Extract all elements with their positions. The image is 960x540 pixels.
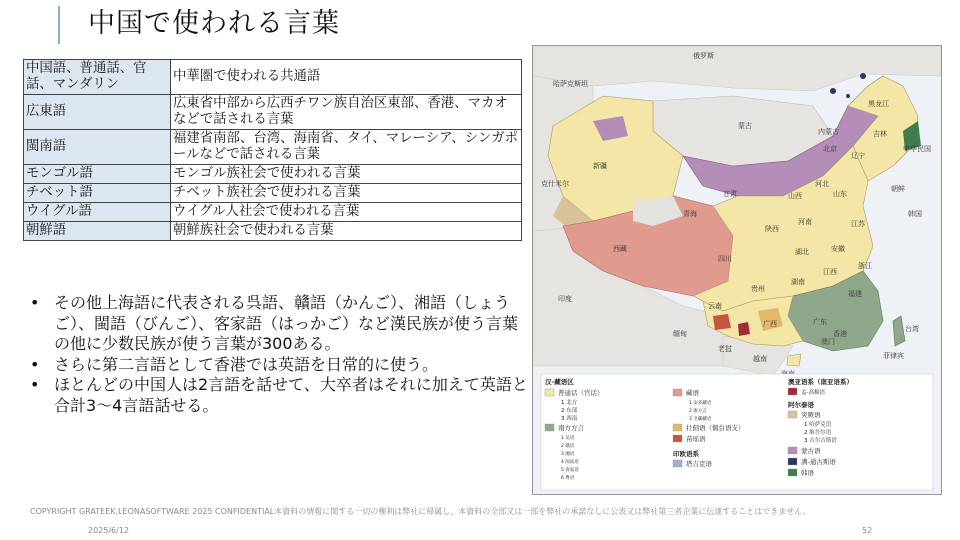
table-row	[24, 60, 522, 95]
legend-turkic-sub: 3 吉尔吉斯语	[804, 438, 837, 444]
region-hainan	[787, 354, 801, 366]
legend-turkic-sub: 1 哈萨克语	[804, 422, 832, 428]
label-guangdong: 广东	[813, 318, 827, 326]
table-cell-description: 広東省中部から広西チワン族自治区東部、香港、マカオなどで話される言葉	[171, 95, 522, 130]
legend-swatch-mon-khmer	[788, 388, 797, 395]
legend-mon-khmer: 孟-高棉语	[801, 390, 825, 396]
bullet-text: その他上海語に代表される呉語、贛語（かんご）、湘語（しょうご）、閩語（びんご）、客家語（はっかご）など漢民族が使う言葉の他に少数民族が使う言葉が300ある。	[54, 293, 519, 353]
label-hongkong: 香港	[833, 330, 847, 338]
label-guangxi: 广西	[763, 320, 777, 328]
label-anhui: 安徽	[831, 245, 845, 253]
legend-southern-sub: 5 客家话	[561, 468, 579, 473]
map-svg	[533, 46, 941, 494]
region-manchu-dot	[830, 88, 836, 94]
page-number: 52	[862, 526, 873, 535]
legend-swatch-southern	[545, 424, 554, 431]
label-shandong: 山东	[833, 190, 847, 198]
legend-southern-sub: 6 粤语	[561, 476, 575, 481]
label-laos: 老挝	[718, 345, 732, 353]
legend-tibetan-sub: 3 卫藏藏语	[689, 417, 712, 422]
label-hebei: 河北	[815, 180, 829, 188]
label-guizhou: 贵州	[751, 285, 765, 293]
legend-mandarin: 普通话（官话）	[558, 389, 604, 397]
table-cell-language: ウイグル語	[24, 203, 171, 222]
label-philippines: 菲律宾	[883, 352, 904, 360]
label-north-korea: 朝鲜	[891, 185, 905, 193]
table-row	[24, 165, 522, 184]
label-jilin: 吉林	[873, 130, 887, 138]
label-henan: 河南	[798, 218, 812, 226]
legend-tibetan-sub: 2 康方言	[689, 409, 707, 414]
footer-date: 2025/6/12	[88, 526, 130, 535]
legend-southern-sub: 1 吴语	[561, 436, 575, 441]
label-sichuan: 四川	[718, 255, 732, 263]
label-tibet: 西藏	[613, 245, 627, 253]
label-inner-mongolia: 内蒙古	[818, 128, 839, 136]
language-table	[23, 59, 522, 241]
legend-korean: 韩语	[801, 469, 814, 477]
title-accent-bar	[58, 6, 60, 44]
bullet-item	[30, 293, 530, 355]
table-cell-description: チベット族社会で使われる言葉	[171, 184, 522, 203]
region-miao	[713, 314, 731, 330]
label-korea: 韩国	[908, 210, 922, 218]
label-beijing: 北京	[823, 145, 837, 153]
bullet-text: さらに第二言語として香港では英語を日常的に使う。	[54, 354, 439, 374]
label-japan-sea: 中华民国	[903, 145, 931, 153]
legend-swatch-tajik	[673, 460, 682, 467]
bullet-item	[30, 355, 530, 376]
label-zhejiang: 浙江	[858, 262, 872, 270]
label-xinjiang: 新疆	[593, 162, 607, 170]
table-cell-language: 広東語	[24, 95, 171, 130]
legend-swatch-tibetan	[673, 389, 682, 396]
label-kashmir: 克什米尔	[541, 180, 569, 188]
table-cell-description: ウイグル人社会で使われる言葉	[171, 203, 522, 222]
legend-austro-title: 澳亚语系（南亚语系）	[788, 378, 853, 386]
legend-miao: 苗瑶语	[686, 435, 706, 443]
label-myanmar: 缅甸	[673, 330, 687, 338]
bullet-text: ほとんどの中国人は2言語を話せて、大卒者はそれに加えて英語と合計3〜4言語話せる。	[54, 375, 528, 415]
label-hubei: 湖北	[795, 248, 809, 256]
label-hunan: 湖南	[791, 278, 805, 286]
legend-turkic: 突厥语	[801, 411, 821, 419]
label-india: 印度	[558, 295, 572, 303]
label-fujian: 福建	[848, 290, 862, 298]
legend-swatch-zhuang	[673, 424, 682, 431]
label-shanxi: 山西	[788, 192, 802, 200]
legend-southern-sub: 2 赣语	[561, 444, 575, 449]
legend-swatch-mandarin	[545, 389, 554, 396]
label-kazakhstan: 哈萨克斯坦	[553, 80, 588, 88]
bullet-item	[30, 375, 530, 416]
table-row	[24, 203, 522, 222]
legend-southern-sub: 4 闽南语	[561, 460, 579, 465]
legend-tibetan-sub: 1 安多藏语	[689, 401, 712, 406]
label-vietnam: 越南	[753, 355, 767, 363]
legend-han-title: 汉-藏语区	[545, 378, 574, 386]
legend-manchu: 满-通古斯语	[801, 458, 836, 466]
table-cell-language: モンゴル語	[24, 165, 171, 184]
table-cell-language: 中国語、普通話、官話、マンダリン	[24, 60, 171, 95]
legend-indo-title: 印欧语系	[673, 450, 699, 458]
label-russia: 俄罗斯	[693, 52, 714, 60]
china-language-map	[532, 45, 942, 495]
table-cell-description: 朝鮮族社会で使われる言葉	[171, 222, 522, 241]
legend-southern: 南方方言	[558, 424, 584, 432]
label-shaanxi: 陕西	[765, 225, 779, 233]
footer-copyright: COPYRIGHT GRATEEK,LEONASOFTWARE 2025 CONFIDENTIAL本資料の情報に関する一切の権利は弊社に帰属し、本資料の全部又は一部を弊社の承諾なしに公表又は弊社第三者企業に伝達することはできません。	[30, 507, 811, 516]
bullet-dot: •	[30, 375, 40, 394]
table-cell-language: 朝鮮語	[24, 222, 171, 241]
label-jiangxi: 江西	[823, 268, 837, 276]
table-cell-description: 中華圏で使われる共通語	[171, 60, 522, 95]
table-row	[24, 130, 522, 165]
label-qinghai: 青海	[683, 210, 697, 218]
label-heilongjiang: 黑龙江	[868, 100, 889, 108]
legend-swatch-manchu	[788, 458, 797, 465]
table-cell-language: チベット語	[24, 184, 171, 203]
legend-tibetan: 藏语	[686, 389, 699, 397]
legend-swatch-miao	[673, 435, 682, 442]
region-manchu-dot	[860, 73, 866, 79]
legend-swatch-korean	[788, 469, 797, 476]
table-row	[24, 184, 522, 203]
legend-altaic-title: 阿尔泰语	[788, 401, 814, 409]
label-jiangsu: 江苏	[851, 220, 865, 228]
label-liaoning: 辽宁	[851, 152, 865, 160]
bullet-dot: •	[30, 293, 40, 312]
legend-mongolic: 蒙古语	[801, 447, 821, 455]
label-gansu: 甘肃	[723, 190, 737, 198]
legend-tajik: 塔吉克语	[686, 460, 712, 468]
legend-swatch-turkic	[788, 411, 797, 418]
label-mongolia: 蒙古	[738, 122, 752, 130]
region-mon-khmer	[738, 322, 750, 336]
legend-southwest: 3 西南	[561, 416, 578, 422]
legend-southern-sub: 3 湘语	[561, 452, 575, 457]
label-taiwan: 台湾	[905, 325, 919, 333]
table-cell-language: 閩南語	[24, 130, 171, 165]
legend-swatch-mongolic	[788, 447, 797, 454]
table-cell-description: モンゴル族社会で使われる言葉	[171, 165, 522, 184]
table-row	[24, 95, 522, 130]
slide-title: 中国で使われる言葉	[88, 8, 340, 39]
label-yunnan: 云南	[708, 302, 722, 310]
legend-turkic-sub: 2 维吾尔语	[804, 430, 832, 436]
region-manchu-dot	[846, 94, 850, 98]
table-row	[24, 222, 522, 241]
legend-zhuang: 壮侗语（侗台语支）	[686, 424, 745, 432]
table-cell-description: 福建省南部、台湾、海南省、タイ、マレーシア、シンガポールなどで話される言葉	[171, 130, 522, 165]
bullet-dot: •	[30, 354, 40, 374]
legend-northeast: 2 东部	[561, 408, 578, 414]
bullet-list	[30, 293, 530, 416]
label-macao: 澳门	[821, 338, 835, 346]
legend-north: 1 北方	[561, 400, 578, 406]
